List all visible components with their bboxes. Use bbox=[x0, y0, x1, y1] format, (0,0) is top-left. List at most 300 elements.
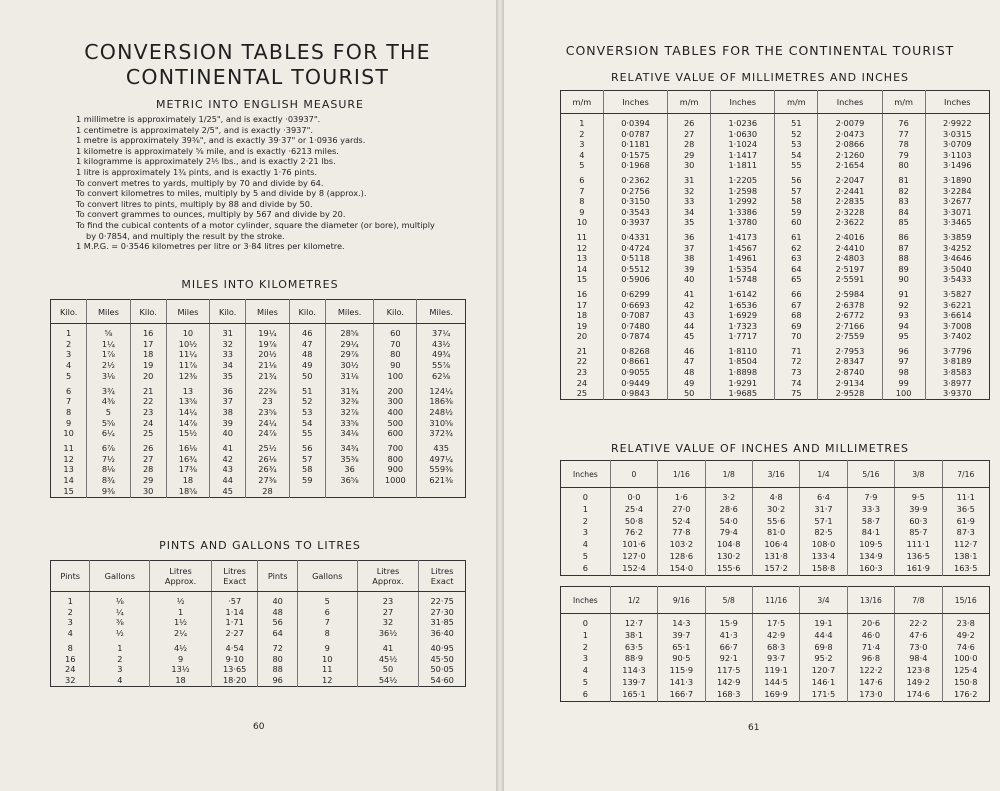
mm-cell: 52 bbox=[775, 129, 818, 140]
mm-cell: 77 bbox=[882, 129, 925, 140]
metric-note: 1 litre is approximately 1¾ pints, and is exactly 1·76 pints. bbox=[76, 166, 317, 177]
in-b-cell: 5 bbox=[561, 677, 611, 689]
in-b-cell: 168·3 bbox=[705, 689, 752, 701]
in-b-cell: 66·7 bbox=[705, 642, 752, 654]
miles-cell: 435 bbox=[433, 443, 450, 454]
miles-cell: 17⅜ bbox=[166, 464, 209, 475]
miles-cell: 10 bbox=[166, 328, 209, 339]
mm-cell: 67 bbox=[775, 300, 818, 311]
table-row bbox=[51, 407, 466, 418]
mm-cell: 90 bbox=[882, 274, 925, 285]
mm-cell: 0·2756 bbox=[603, 186, 667, 197]
in-a-cell: 11·1 bbox=[956, 492, 975, 502]
miles-cell: 1 bbox=[51, 328, 87, 339]
metric-note: 1 M.P.G. = 0·3546 kilometres per litre or 3·84 litres per kilometre. bbox=[76, 241, 345, 252]
miles-cell: 559⅜ bbox=[429, 464, 453, 475]
in-b-header: 13/16 bbox=[847, 587, 894, 614]
mm-cell: 89 bbox=[882, 264, 925, 275]
miles-cell: 16 bbox=[130, 328, 166, 339]
table-row bbox=[561, 160, 990, 171]
in-b-cell: 120·7 bbox=[800, 665, 847, 677]
miles-cell: 29 bbox=[130, 475, 166, 486]
mm-cell: 0·4331 bbox=[603, 232, 667, 243]
table-row bbox=[561, 539, 990, 551]
in-a-header: 7/16 bbox=[942, 461, 990, 488]
pints-cell: ¼ bbox=[90, 607, 150, 618]
in-a-cell: 152·4 bbox=[610, 563, 657, 575]
in-a-cell: 33·3 bbox=[847, 504, 894, 516]
miles-cell: 248½ bbox=[429, 406, 453, 417]
table-row bbox=[561, 274, 990, 285]
metric-note: To convert kilometres to miles, multiply by 5 and divide by 8 (approx.). bbox=[76, 188, 367, 199]
miles-cell: 21⅛ bbox=[246, 360, 289, 371]
mm-cell: 2·2835 bbox=[818, 196, 882, 207]
mm-cell: 3·1890 bbox=[942, 174, 972, 185]
miles-cell: 23 bbox=[130, 407, 166, 418]
pints-cell: 8 bbox=[51, 643, 90, 654]
mm-cell: 2·7559 bbox=[818, 331, 882, 342]
table-row bbox=[51, 628, 466, 639]
miles-cell: 100 bbox=[374, 371, 417, 382]
in-a-cell: 6 bbox=[561, 563, 611, 575]
mm-cell: 0·6693 bbox=[603, 300, 667, 311]
metric-heading: METRIC INTO ENGLISH MEASURE bbox=[156, 98, 364, 111]
mm-cell: 2·4016 bbox=[818, 232, 882, 243]
pints-cell: 10 bbox=[297, 654, 357, 665]
pints-cell: 27·30 bbox=[430, 606, 454, 617]
miles-cell: 50 bbox=[289, 371, 325, 382]
mm-cell: 70 bbox=[775, 331, 818, 342]
miles-cell: 33⅝ bbox=[325, 418, 373, 429]
mm-cell: 99 bbox=[882, 378, 925, 389]
table-row bbox=[561, 527, 990, 539]
table-row bbox=[51, 443, 466, 454]
miles-cell: 1¼ bbox=[87, 339, 130, 350]
miles-cell: 23 bbox=[246, 396, 289, 407]
pints-cell: 36½ bbox=[357, 628, 419, 639]
metric-note: 1 millimetre is approximately 1/25", and is exactly ·03937". bbox=[76, 114, 321, 124]
in-a-header: 0 bbox=[610, 461, 657, 488]
pints-cell: 2·27 bbox=[211, 628, 258, 639]
mm-cell: 35 bbox=[668, 217, 711, 228]
in-a-cell: 9·5 bbox=[895, 492, 942, 504]
mm-cell: 3·0315 bbox=[942, 128, 972, 139]
mm-cell: 50 bbox=[668, 388, 711, 399]
mm-cell: 0·8268 bbox=[603, 346, 667, 357]
mm-cell: 26 bbox=[668, 118, 711, 129]
mm-cell: 84 bbox=[882, 207, 925, 218]
mm-cell: 1·6929 bbox=[711, 310, 775, 321]
in-b-header: 3/4 bbox=[800, 587, 847, 614]
table-row bbox=[561, 289, 990, 300]
miles-cell: 60 bbox=[374, 328, 417, 339]
table-row bbox=[51, 475, 466, 486]
in-a-cell: 3·2 bbox=[705, 492, 752, 504]
miles-cell: 27⅜ bbox=[246, 475, 289, 486]
miles-cell: 26 bbox=[130, 443, 166, 454]
mm-cell: 1·8110 bbox=[711, 346, 775, 357]
in-a-cell: 5 bbox=[561, 551, 611, 563]
miles-cell: 497¼ bbox=[429, 453, 453, 464]
miles-cell: 8⅛ bbox=[87, 464, 130, 475]
miles-cell: 22⅜ bbox=[246, 386, 289, 397]
mm-cell: 2·5197 bbox=[818, 264, 882, 275]
in-a-cell: 50·8 bbox=[610, 516, 657, 528]
miles-header: Kilo. bbox=[130, 300, 166, 324]
miles-cell: 3⅛ bbox=[87, 371, 130, 382]
mm-cell: 0·1181 bbox=[603, 139, 667, 150]
miles-cell: 500 bbox=[374, 418, 417, 429]
miles-header: Kilo. bbox=[51, 300, 87, 324]
in-a-cell: 0 bbox=[561, 492, 611, 504]
mm-cell: 82 bbox=[882, 186, 925, 197]
miles-cell: 20 bbox=[130, 371, 166, 382]
miles-cell: 200 bbox=[374, 386, 417, 397]
in-a-cell: 160·3 bbox=[847, 563, 894, 575]
pints-header-line2: Approx. bbox=[164, 576, 197, 586]
miles-cell: 29⅞ bbox=[325, 349, 373, 360]
pints-cell: 9 bbox=[297, 643, 357, 654]
miles-cell: 18 bbox=[130, 349, 166, 360]
in-b-cell: 93·7 bbox=[752, 653, 799, 665]
mm-cell: 63 bbox=[775, 253, 818, 264]
mm-cell: 0·5906 bbox=[603, 274, 667, 285]
in-b-cell: 144·5 bbox=[752, 677, 799, 689]
mm-cell: 3·8189 bbox=[942, 356, 972, 367]
mm-cell: 1·1024 bbox=[711, 139, 775, 150]
miles-cell: 19 bbox=[130, 360, 166, 371]
pints-header-line2: Approx. bbox=[372, 576, 404, 586]
miles-cell: 33 bbox=[210, 349, 246, 360]
mm-cell: 1·3386 bbox=[711, 207, 775, 218]
mm-cell: 0·1968 bbox=[603, 160, 667, 171]
miles-cell: 18⅝ bbox=[166, 486, 209, 497]
mm-cell: 0·5118 bbox=[603, 253, 667, 264]
pints-header-line2: Gallons bbox=[104, 571, 135, 581]
miles-cell: 47 bbox=[289, 339, 325, 350]
mm-cell: 51 bbox=[775, 118, 818, 129]
mm-cell: 1·9291 bbox=[711, 378, 775, 389]
miles-cell: 10 bbox=[51, 428, 87, 439]
table-row bbox=[51, 418, 466, 429]
pints-cell: 6 bbox=[297, 607, 357, 618]
mm-cell: 93 bbox=[882, 310, 925, 321]
miles-header: Miles bbox=[246, 300, 289, 324]
mm-cell: 1·8504 bbox=[711, 356, 775, 367]
pints-cell: 50 bbox=[357, 664, 419, 675]
mm-cell: 1·7323 bbox=[711, 321, 775, 332]
in-a-cell: 3 bbox=[561, 527, 611, 539]
miles-cell: 55 bbox=[289, 428, 325, 439]
pints-cell: 12 bbox=[297, 675, 357, 686]
pints-header bbox=[90, 561, 150, 592]
miles-cell: 11 bbox=[51, 443, 87, 454]
in-a-cell: 1·6 bbox=[658, 492, 705, 504]
mm-cell: 94 bbox=[882, 321, 925, 332]
miles-cell: 42 bbox=[210, 454, 246, 465]
in-b-header: 9/16 bbox=[658, 587, 705, 614]
mm-cell: 0·7874 bbox=[603, 331, 667, 342]
mm-cell: 85 bbox=[882, 217, 925, 228]
pints-cell: ½ bbox=[90, 628, 150, 639]
in-a-cell: 76·2 bbox=[610, 527, 657, 539]
pints-header bbox=[419, 561, 466, 592]
mm-cell: 3·4252 bbox=[942, 242, 972, 253]
in-b-cell: 1 bbox=[561, 630, 611, 642]
mm-cell: 3·8977 bbox=[942, 377, 972, 388]
miles-cell: 55⅞ bbox=[432, 360, 451, 371]
mm-cell: 5 bbox=[561, 160, 604, 171]
mm-cell: 0·9055 bbox=[603, 367, 667, 378]
table-row bbox=[561, 388, 990, 399]
in-b-cell: 92·1 bbox=[705, 653, 752, 665]
pints-header-line2: Pints bbox=[267, 571, 288, 581]
in-b-cell: 65·1 bbox=[658, 642, 705, 654]
in-a-cell: 77·8 bbox=[658, 527, 705, 539]
pints-cell: 18·20 bbox=[211, 675, 258, 686]
page-number-right: 61 bbox=[748, 723, 760, 733]
in-b-cell: 71·4 bbox=[847, 642, 894, 654]
miles-cell: 15 bbox=[51, 486, 87, 497]
miles-cell: 54 bbox=[289, 418, 325, 429]
mm-cell: 91 bbox=[882, 289, 925, 300]
in-b-cell: 95·2 bbox=[800, 653, 847, 665]
mm-cell: 3·4646 bbox=[942, 253, 972, 264]
mm-cell: 2·7953 bbox=[818, 346, 882, 357]
in-a-cell: 58·7 bbox=[847, 516, 894, 528]
pints-cell: 1 bbox=[90, 643, 150, 654]
mm-cell: 1·5748 bbox=[711, 274, 775, 285]
miles-cell: 46 bbox=[289, 328, 325, 339]
pints-cell: 3 bbox=[51, 617, 90, 628]
mm-cell: 1 bbox=[561, 118, 604, 129]
pints-cell: 5 bbox=[297, 596, 357, 607]
mm-cell: 1·0236 bbox=[711, 118, 775, 129]
pints-cell: 7 bbox=[297, 617, 357, 628]
in-b-cell: 117·5 bbox=[705, 665, 752, 677]
miles-cell: 186⅜ bbox=[429, 396, 453, 407]
in-a-cell: 55·6 bbox=[752, 516, 799, 528]
mm-cell: 2·0079 bbox=[818, 118, 882, 129]
miles-cell: 3¾ bbox=[87, 386, 130, 397]
in-a-header: 1/16 bbox=[658, 461, 705, 488]
mm-cell: 3·3071 bbox=[942, 206, 972, 217]
mm-cell: 42 bbox=[668, 300, 711, 311]
in-a-cell: 87·3 bbox=[956, 527, 975, 538]
metric-note: 1 kilometre is approximately ⅝ mile, and is exactly ·6213 miles. bbox=[76, 145, 339, 156]
mm-cell: 3·3859 bbox=[942, 231, 972, 242]
table-row bbox=[51, 454, 466, 465]
pints-cell: 45·50 bbox=[430, 653, 454, 664]
mm-cell: 29 bbox=[668, 150, 711, 161]
in-b-cell: 146·1 bbox=[800, 677, 847, 689]
mm-cell: 33 bbox=[668, 196, 711, 207]
table-row bbox=[51, 643, 466, 654]
mm-cell: 87 bbox=[882, 243, 925, 254]
pints-cell: 8 bbox=[297, 628, 357, 639]
in-a-cell: 104·8 bbox=[705, 539, 752, 551]
mm-cell: 2·3622 bbox=[818, 217, 882, 228]
miles-cell: 19⅞ bbox=[246, 339, 289, 350]
in-a-cell: 161·9 bbox=[895, 563, 942, 575]
book-spine bbox=[496, 0, 504, 791]
miles-cell: 6⅞ bbox=[87, 443, 130, 454]
left-page-title bbox=[60, 40, 455, 90]
mm-cell: 47 bbox=[668, 356, 711, 367]
miles-cell: 1⅞ bbox=[87, 349, 130, 360]
mm-cell: 0·4724 bbox=[603, 243, 667, 254]
pints-header-line2: Gallons bbox=[312, 571, 343, 581]
in-a-cell: 84·1 bbox=[847, 527, 894, 539]
mm-cell: 2·2047 bbox=[818, 175, 882, 186]
miles-cell: 21¾ bbox=[246, 371, 289, 382]
pints-cell: 48 bbox=[258, 607, 297, 618]
in-a-cell: 25·4 bbox=[610, 504, 657, 516]
mm-cell: 4 bbox=[561, 150, 604, 161]
metric-note: To find the cubical contents of a motor cylinder, square the diameter (or bore), multiply bbox=[76, 219, 435, 230]
miles-cell: 30½ bbox=[325, 360, 373, 371]
miles-cell: 600 bbox=[374, 428, 417, 439]
in-a-cell: 106·4 bbox=[752, 539, 799, 551]
mm-cell: 3·6221 bbox=[942, 299, 972, 310]
in-a-cell: 4 bbox=[561, 539, 611, 551]
pints-cell: 4½ bbox=[150, 643, 212, 654]
miles-cell: 16⅛ bbox=[166, 443, 209, 454]
miles-heading: MILES INTO KILOMETRES bbox=[181, 278, 339, 291]
in-b-cell: 38·1 bbox=[610, 630, 657, 642]
table-row bbox=[561, 118, 990, 129]
mm-header: Inches bbox=[925, 91, 989, 114]
table-row bbox=[561, 243, 990, 254]
table-row bbox=[561, 196, 990, 207]
in-a-cell: 134·9 bbox=[847, 551, 894, 563]
mm-cell: 3·5827 bbox=[942, 288, 972, 299]
miles-table bbox=[50, 299, 466, 498]
mm-cell: 1·0630 bbox=[711, 129, 775, 140]
pints-cell: 22·75 bbox=[430, 596, 454, 606]
miles-cell: 57 bbox=[289, 454, 325, 465]
miles-cell: 310⅝ bbox=[429, 417, 453, 428]
mm-cell: 38 bbox=[668, 253, 711, 264]
table-row bbox=[561, 217, 990, 228]
miles-cell: 35⅜ bbox=[325, 454, 373, 465]
mm-cell: 0·6299 bbox=[603, 289, 667, 300]
miles-cell: 39 bbox=[210, 418, 246, 429]
mm-cell: 0·3150 bbox=[603, 196, 667, 207]
miles-cell: 30 bbox=[130, 486, 166, 497]
in-a-cell: 109·5 bbox=[847, 539, 894, 551]
mm-cell: 86 bbox=[882, 232, 925, 243]
table-row bbox=[561, 504, 990, 516]
mm-cell: 16 bbox=[561, 289, 604, 300]
table-row bbox=[561, 677, 990, 689]
table-row bbox=[51, 596, 466, 607]
in-a-cell: 2 bbox=[561, 516, 611, 528]
mm-cell: 36 bbox=[668, 232, 711, 243]
miles-cell: 31⅛ bbox=[325, 371, 373, 382]
mm-cell: 79 bbox=[882, 150, 925, 161]
mm-cell: 1·5354 bbox=[711, 264, 775, 275]
pints-cell: ·57 bbox=[211, 596, 258, 607]
mm-header: Inches bbox=[603, 91, 667, 114]
mm-header: Inches bbox=[711, 91, 775, 114]
pints-cell: 13·65 bbox=[211, 664, 258, 675]
pints-cell: 1 bbox=[150, 607, 212, 618]
table-row bbox=[561, 310, 990, 321]
miles-cell: 28 bbox=[246, 486, 289, 497]
miles-cell: 13⅝ bbox=[166, 396, 209, 407]
mm-cell: 98 bbox=[882, 367, 925, 378]
table-row bbox=[561, 689, 990, 701]
miles-cell: 41 bbox=[210, 443, 246, 454]
in-b-cell: 122·2 bbox=[847, 665, 894, 677]
in-a-header: Inches bbox=[561, 461, 611, 488]
in-a-cell: 27·0 bbox=[658, 504, 705, 516]
in-b-cell: 0 bbox=[561, 618, 611, 630]
table-row bbox=[561, 129, 990, 140]
pints-cell: 32 bbox=[357, 617, 419, 628]
in-b-cell: 63·5 bbox=[610, 642, 657, 654]
table-row bbox=[51, 386, 466, 397]
mm-cell: 3·0709 bbox=[942, 139, 972, 150]
pints-cell: 54½ bbox=[357, 675, 419, 686]
in-b-cell: 23·8 bbox=[956, 618, 975, 628]
mm-cell: 83 bbox=[882, 196, 925, 207]
pints-cell: 2¼ bbox=[150, 628, 212, 639]
mm-cell: 92 bbox=[882, 300, 925, 311]
miles-cell: 20½ bbox=[246, 349, 289, 360]
in-b-cell: 42·9 bbox=[752, 630, 799, 642]
table-row bbox=[561, 253, 990, 264]
mm-cell: 2·6378 bbox=[818, 300, 882, 311]
miles-cell: 31 bbox=[210, 328, 246, 339]
mm-cell: 75 bbox=[775, 388, 818, 399]
table-row bbox=[561, 630, 990, 642]
miles-cell: 51 bbox=[289, 386, 325, 397]
mm-cell: 0·1575 bbox=[603, 150, 667, 161]
miles-header: Kilo. bbox=[374, 300, 417, 324]
pints-cell: 16 bbox=[51, 654, 90, 665]
pints-cell: 32 bbox=[51, 675, 90, 686]
pints-cell: 88 bbox=[258, 664, 297, 675]
miles-cell: 9⅜ bbox=[87, 486, 130, 497]
in-b-cell: 173·0 bbox=[847, 689, 894, 701]
mm-cell: 69 bbox=[775, 321, 818, 332]
miles-cell: 12 bbox=[51, 454, 87, 465]
miles-header: Kilo. bbox=[210, 300, 246, 324]
miles-cell: 22 bbox=[130, 396, 166, 407]
pints-cell: 72 bbox=[258, 643, 297, 654]
in-b-cell: 49·2 bbox=[956, 629, 975, 640]
table-row bbox=[561, 139, 990, 150]
miles-cell: 36 bbox=[325, 464, 373, 475]
in-a-cell: 157·2 bbox=[752, 563, 799, 575]
miles-cell: 12⅜ bbox=[166, 371, 209, 382]
mm-cell: 55 bbox=[775, 160, 818, 171]
in-a-header: 3/16 bbox=[752, 461, 799, 488]
miles-cell: 800 bbox=[374, 454, 417, 465]
table-row bbox=[561, 232, 990, 243]
mm-cell: 7 bbox=[561, 186, 604, 197]
table-row bbox=[561, 492, 990, 504]
miles-cell: 21 bbox=[130, 386, 166, 397]
in-b-cell: 74·6 bbox=[956, 641, 975, 652]
mm-cell: 72 bbox=[775, 356, 818, 367]
pints-heading: PINTS AND GALLONS TO LITRES bbox=[159, 539, 361, 552]
mm-cell: 56 bbox=[775, 175, 818, 186]
mm-header: m/m bbox=[775, 91, 818, 114]
miles-header: Kilo. bbox=[289, 300, 325, 324]
